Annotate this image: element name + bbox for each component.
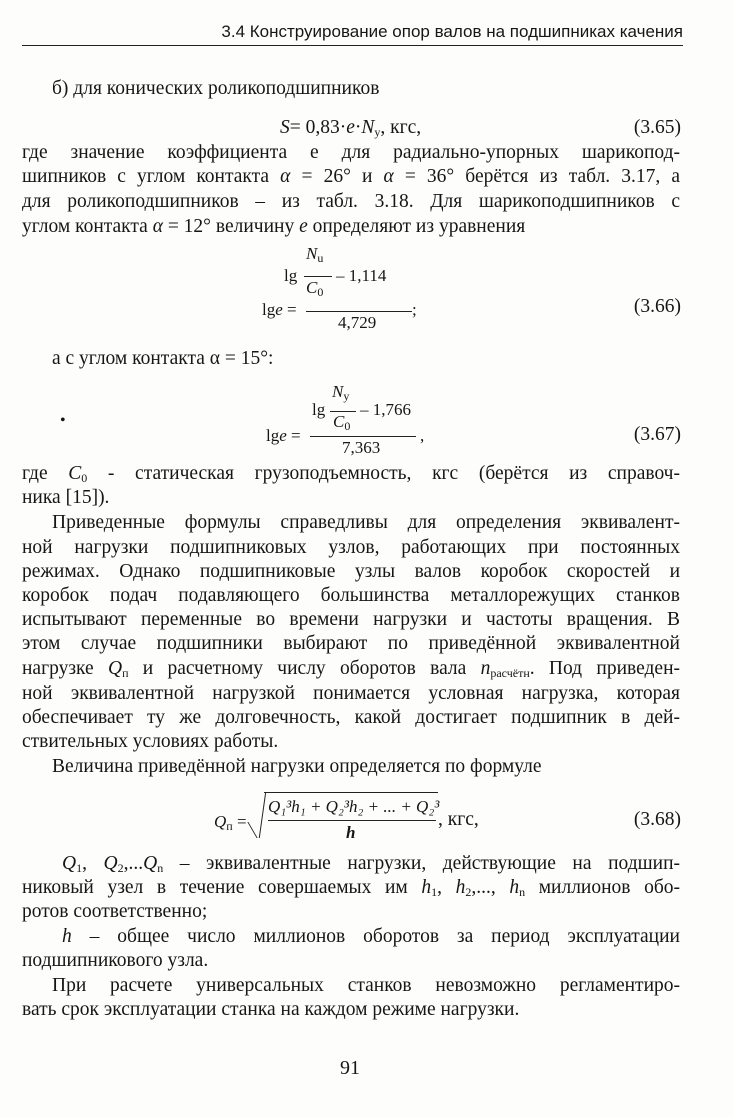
- eq368-eq: =: [232, 812, 247, 831]
- eq366-lhs-lg: lg: [262, 300, 276, 319]
- eq366-lg: lg: [284, 266, 298, 285]
- eq367-inner-den: [333, 412, 350, 434]
- para1-l4a: углом контакта: [22, 216, 153, 237]
- eq367-n-sub: у: [343, 389, 350, 403]
- para5-h2-sub: 2: [465, 885, 472, 899]
- subheading: б) для конических роликоподшипников: [52, 78, 380, 99]
- para6-l1b: – общее число миллионов оборотов за период эксплуатации: [71, 926, 680, 947]
- para5-hn-sub: n: [519, 885, 526, 899]
- eq368-unit: , кгс,: [438, 809, 479, 830]
- para1-l4b: = 12° величину: [162, 216, 300, 237]
- para7-line1: При расчете универсальных станков невозможно регламентиро-: [52, 975, 680, 996]
- eq368-q: Q: [214, 812, 227, 831]
- para2-c: C: [68, 463, 82, 484]
- para3-line3: режимах. Однако подшипниковые узлы валов коробок скоростей и: [22, 561, 680, 582]
- para5-h1: h: [421, 877, 432, 898]
- para5-q1-sub: 1: [76, 861, 83, 875]
- header-rule: [22, 45, 683, 46]
- eq368-q-sub: п: [226, 819, 233, 833]
- eq368-numerator: Q₁³h₁ + Q₂³h₂ + ... + Q₂³: [268, 797, 440, 816]
- page-number: 91: [340, 1057, 360, 1079]
- para3-n-sub: расчётн: [490, 666, 530, 680]
- eq366-eq: =: [282, 300, 297, 319]
- eq366-semicolon: ;: [412, 300, 417, 319]
- alpha-symbol: α: [280, 166, 291, 187]
- para5-h2: h: [455, 877, 466, 898]
- eq367-n: N: [332, 382, 344, 401]
- para3-line5: испытывают переменные во времени нагрузки и частоты вращения. В: [22, 609, 680, 630]
- para5-hn: h: [509, 877, 520, 898]
- para5-line3: ротов соответственно;: [22, 901, 208, 922]
- para5-hd: ,...,: [471, 877, 510, 898]
- eq-365-e: e: [346, 117, 355, 138]
- para3-line7: [22, 658, 680, 681]
- eq366-lhs-e: e: [275, 300, 283, 319]
- eq367-num-rest: – 1,766: [360, 400, 411, 419]
- para5-q1: Q: [62, 853, 77, 874]
- para3-q: Q: [107, 658, 123, 679]
- eq-365-unit: , кгс,: [380, 117, 422, 138]
- eq366-n-sub: u: [317, 251, 324, 265]
- eq367-inner-num: [332, 382, 349, 404]
- equation-number-3-66: (3.66): [633, 296, 681, 317]
- para5-line1: [62, 853, 680, 876]
- eq366-c: C: [306, 278, 318, 297]
- para1-line2: [22, 166, 680, 188]
- para3-line8: ной эквивалентной нагрузкой понимается условная нагрузка, которая: [22, 683, 680, 704]
- eq366-main-fraction-bar: [306, 311, 412, 312]
- eq366-lg-numerator: [284, 266, 297, 286]
- eq366-inner-fraction-bar: [304, 276, 332, 277]
- para1-line1: где значение коэффициента e для радиально-упорных шарикопод-: [22, 142, 680, 163]
- equation-number-3-67: (3.67): [633, 424, 681, 445]
- eq366-num-rest: – 1,114: [336, 266, 387, 285]
- equation-number-3-68: (3.68): [633, 809, 681, 830]
- para5-l2a: никовый узел в течение совершаемых им: [22, 877, 422, 898]
- eq366-lhs: [262, 300, 297, 320]
- para3-n: n: [480, 658, 491, 679]
- para1-l4e: e: [299, 216, 308, 237]
- eq367-lhs: [266, 426, 301, 446]
- para5-qn-sub: n: [157, 861, 164, 875]
- eq366-denominator: 4,729: [338, 313, 377, 332]
- para2-l1a: где: [22, 463, 69, 484]
- para6-h: h: [62, 926, 72, 947]
- eq366-c-sub: 0: [317, 285, 324, 299]
- para5-c2: ,...: [123, 853, 144, 874]
- eq367-lhs-lg: lg: [266, 426, 280, 445]
- para1-l2c: = 36° берётся из табл. 3.17, а: [393, 166, 681, 187]
- eq367-c-sub: 0: [344, 419, 351, 433]
- eq367-lg: lg: [312, 400, 326, 419]
- eq366-inner-num: [306, 244, 323, 266]
- alpha-symbol: α: [383, 166, 394, 187]
- para1-l2b: = 26° и: [290, 166, 384, 187]
- eq368-sqrt-bar: [264, 792, 438, 793]
- para3-line1: Приведенные формулы справедливы для определения эквивалент-: [52, 512, 680, 533]
- eq-365-sub: у: [374, 125, 381, 139]
- para1-line3: для роликоподшипников – из табл. 3.18. Для шарикоподшипников с: [22, 191, 680, 212]
- equation-number-3-65: (3.65): [633, 117, 681, 138]
- para1-l2a: шипников с углом контакта: [22, 166, 281, 187]
- para3-line4: коробок подач подавляющего большинства металлорежущих станков: [22, 585, 680, 606]
- eq367-main-fraction-bar: [310, 436, 416, 437]
- eq367-lhs-e: e: [279, 426, 287, 445]
- para5-q2: Q: [103, 853, 118, 874]
- eq368-sqrt-tick: [247, 822, 257, 838]
- para2-c-sub: 0: [81, 471, 88, 485]
- alpha-symbol: α: [152, 216, 163, 237]
- eq-365-eq: = 0,83·: [289, 117, 347, 138]
- angle-15-line: а с углом контакта α = 15°:: [52, 348, 274, 369]
- eq367-c: C: [333, 412, 345, 431]
- para3-l7c: . Под приведен-: [529, 658, 681, 679]
- eq-365-dot: ·: [354, 117, 362, 138]
- para5-qn: Q: [143, 853, 158, 874]
- para3-line2: ной нагрузки подшипниковых узлов, работающих при постоянных: [22, 537, 680, 558]
- para5-l1d: – эквивалентные нагрузки, действующие на подшип-: [163, 853, 680, 874]
- margin-bullet-mark: •: [60, 412, 66, 429]
- para2-line1: [22, 463, 680, 486]
- para5-h1-sub: 1: [431, 885, 438, 899]
- para3-line9: обеспечивает ту же долговечность, какой достигает подшипник в дей-: [22, 707, 680, 728]
- eq368-denominator: h: [346, 823, 356, 842]
- eq367-eq: =: [286, 426, 301, 445]
- eq368-lhs: [214, 812, 247, 834]
- para3-q-sub: п: [122, 666, 129, 680]
- eq-365-lhs: S: [280, 117, 290, 138]
- para6-line2: подшипникового узла.: [22, 950, 209, 971]
- running-header: 3.4 Конструирование опор валов на подшипниках качения: [221, 22, 683, 41]
- para2-line2: ника [15]).: [22, 487, 110, 508]
- eq366-n: N: [306, 244, 318, 263]
- para5-l2b: миллионов обо-: [525, 877, 681, 898]
- para2-l1b: - статическая грузоподъемность, кгс (берётся из справоч-: [87, 463, 680, 484]
- para7-line2: вать срок эксплуатации станка на каждом режиме нагрузки.: [22, 999, 520, 1020]
- para1-l4c: определяют из уравнения: [307, 216, 526, 237]
- eq368-sqrt-stem: [259, 792, 266, 838]
- para5-line2: [22, 877, 680, 900]
- para3-l7a: нагрузке: [22, 658, 108, 679]
- para1-line4: [22, 216, 680, 238]
- para4-line: Величина приведённой нагрузки определяется по формуле: [52, 756, 542, 777]
- eq367-comma: ,: [420, 426, 425, 445]
- para3-line10: ствительных условиях работы.: [22, 731, 279, 752]
- eq-365-n: N: [361, 117, 375, 138]
- para5-c1: ,: [82, 853, 104, 874]
- eq366-inner-den: [306, 278, 323, 300]
- eq368-fraction-bar: [268, 820, 436, 821]
- para5-h2c: ,: [437, 877, 456, 898]
- equation-3-65: [280, 117, 421, 140]
- para3-l7b: и расчетному числу оборотов вала: [128, 658, 481, 679]
- eq367-denominator: 7,363: [342, 438, 381, 457]
- para6-line1: [62, 926, 680, 948]
- para5-q2-sub: 2: [117, 861, 124, 875]
- para3-line6: этом случае подшипники выбирают по приведённой эквивалентной: [22, 633, 680, 654]
